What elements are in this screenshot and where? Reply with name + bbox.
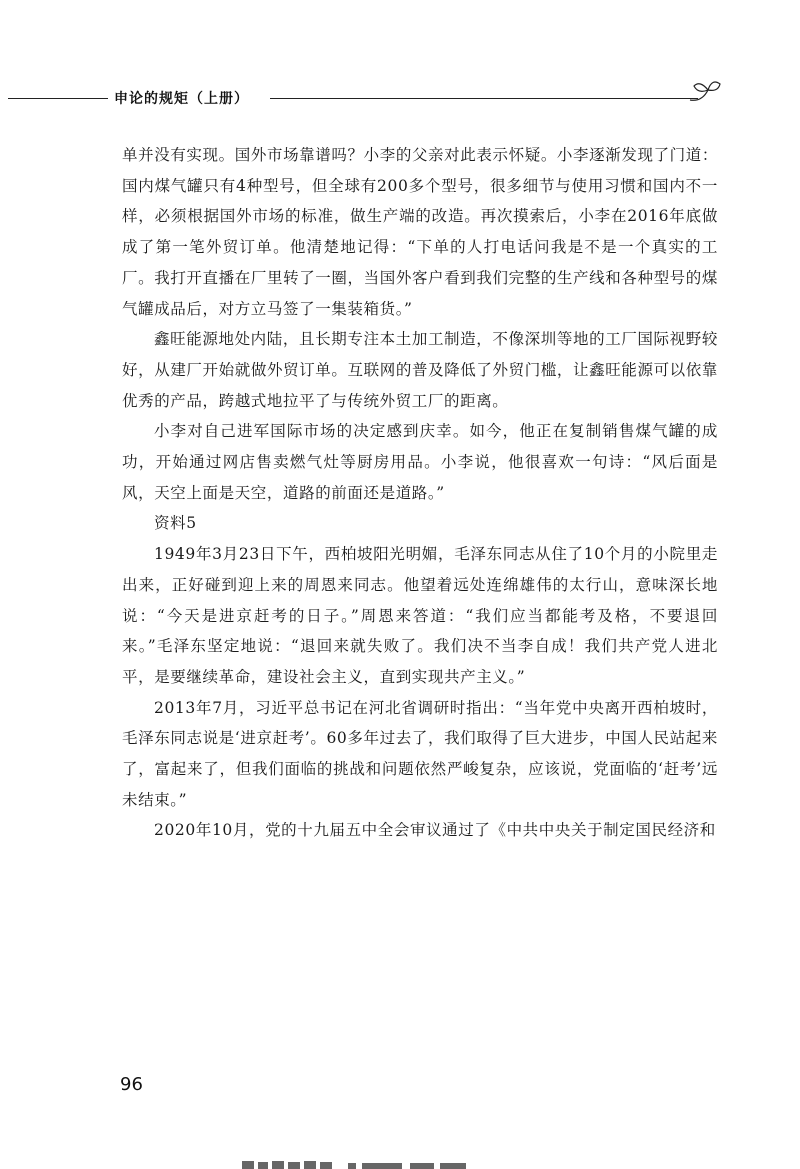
paragraph: 资料5 — [154, 514, 197, 533]
paragraph: 小李对自己进军国际市场的决定感到庆幸。如今，他正在复制销售煤气罐的成功，开始通过网店售卖燃气灶等厨房用品。小李说，他很喜欢一句诗：“风后面是风，天空上面是天空，道路的前面还是道路。” — [122, 422, 718, 502]
running-header — [0, 84, 800, 112]
book-title: 申论的规矩（上册） — [114, 91, 249, 107]
header-rule-left — [8, 98, 108, 99]
paragraph: 鑫旺能源地处内陆，且长期专注本土加工制造，不像深圳等地的工厂国际视野较好，从建厂开始就做外贸订单。互联网的普及降低了外贸门槛，让鑫旺能源可以依靠优秀的产品，跨越式地拉平了与传统外贸工厂的距离。 — [122, 330, 718, 410]
footer-cutoff-text — [240, 1157, 470, 1169]
body-text — [122, 140, 718, 846]
paragraph: 2020年10月，党的十九届五中全会审议通过了《中共中央关于制定国民经济和 — [154, 821, 716, 840]
paragraph: 1949年3月23日下午，西柏坡阳光明媚，毛泽东同志从住了10个月的小院里走出来，正好碰到迎上来的周恩来同志。他望着远处连绵雄伟的太行山，意味深长地说：“今天是进京赶考的日子。”周恩来答道：“我们应当都能考及格，不要退回来。”毛泽东坚定地说：“退回来就失败了。我们决不当李自成！我们共产党人进北平，是要继续革命，建设社会主义，直到实现共产主义。” — [122, 545, 718, 686]
paragraph: 单并没有实现。国外市场靠谱吗？小李的父亲对此表示怀疑。小李逐渐发现了门道：国内煤气罐只有4种型号，但全球有200多个型号，很多细节与使用习惯和国内不一样，必须根据国外市场的标准，做生产端的改造。再次摸索后，小李在2016年底做成了第一笔外贸订单。他清楚地记得：“下单的人打电话问我是不是一个真实的工厂。我打开直播在厂里转了一圈，当国外客户看到我们完整的生产线和各种型号的煤气罐成品后，对方立马签了一集装箱货。” — [122, 146, 718, 318]
page-number: 96 — [120, 1074, 143, 1095]
sprout-icon — [688, 78, 722, 108]
header-rule-right — [270, 98, 698, 99]
paragraph: 2013年7月，习近平总书记在河北省调研时指出：“当年党中央离开西柏坡时，毛泽东同志说是‘进京赶考’。60多年过去了，我们取得了巨大进步，中国人民站起来了，富起来了，但我们面临的挑战和问题依然严峻复杂，应该说，党面临的‘赶考’远未结束。” — [122, 698, 718, 809]
cutoff-text-fragment — [240, 1157, 470, 1169]
